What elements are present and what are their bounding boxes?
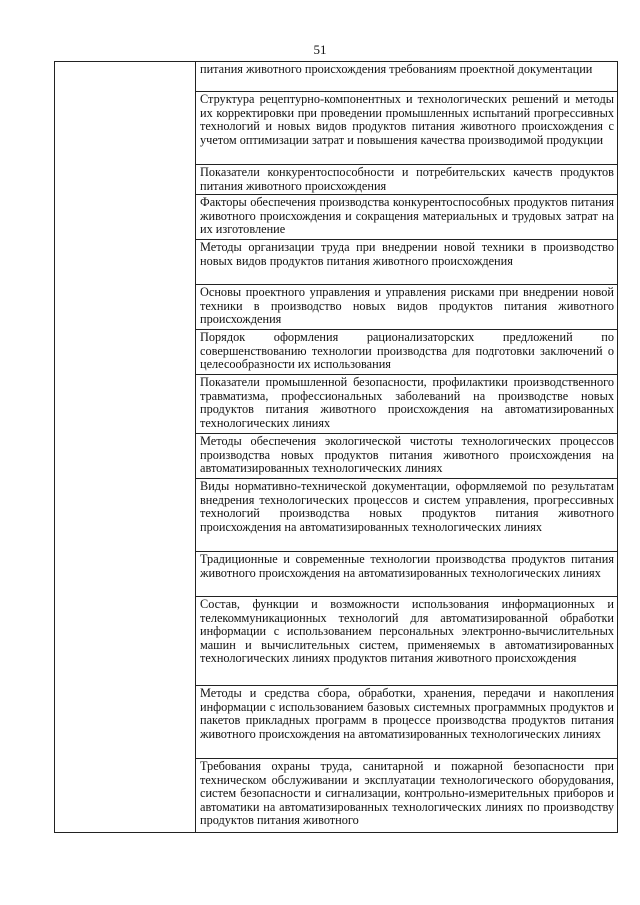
cell-text: Структура рецептурно-компонентных и технологических решений и методы их корректировки при проведении промышленных испытаний прогрессивных технологий и новых видов продуктов питания животного происхождения с учетом оптимизации затрат и повышения качества производимой продукции [200, 92, 614, 147]
table-cell [196, 195, 618, 240]
cell-text: Состав, функции и возможности использования информационных и телекоммуникационных технологий для автоматизированной обработки информации с использованием персональных электронно-вычислительных машин и вычислительных систем, применяемых в автоматизированных технологических линиях продуктов питания животного происхождения [200, 597, 614, 666]
table-cell [196, 375, 618, 434]
requirements-table [54, 61, 618, 833]
cell-text: Виды нормативно-технической документации, оформляемой по результатам внедрения технологических процессов и систем управления, прогрессивных технологий производства новых продуктов питания животного происхождения на автоматизированных технологических линиях [200, 479, 614, 534]
cell-text: Основы проектного управления и управления рисками при внедрении новой техники в производство новых видов продуктов питания животного происхождения [200, 285, 614, 327]
table-cell [196, 240, 618, 285]
cell-text: Методы обеспечения экологической чистоты технологических процессов производства новых продуктов питания животного происхождения на автоматизированных технологических линиях [200, 434, 614, 476]
cell-text: Показатели конкурентоспособности и потребительских качеств продуктов питания животного происхождения [200, 165, 614, 193]
cell-text: Порядок оформления рационализаторских предложений по совершенствованию технологии производства для подготовки заключений о целесообразности их использования [200, 330, 614, 372]
table-cell [196, 330, 618, 375]
table-cell [196, 165, 618, 195]
cell-text: Показатели промышленной безопасности, профилактики производственного травматизма, профессиональных заболеваний на производстве новых продуктов питания животного происхождения на автоматизированных технологических линиях [200, 375, 614, 430]
table-cell [196, 552, 618, 597]
table-cell [196, 686, 618, 759]
cell-text: Требования охраны труда, санитарной и пожарной безопасности при техническом обслуживании и эксплуатации технологического оборудования, систем безопасности и сигнализации, контрольно-измерительных приборов и автоматики на автоматизированных технологических линиях по производству продуктов питания животного [200, 759, 614, 828]
page-number: 51 [313, 42, 327, 57]
cell-text: питания животного происхождения требованиям проектной документации [200, 62, 593, 76]
table-row [55, 62, 618, 92]
table-cell [196, 479, 618, 552]
cell-text: Методы организации труда при внедрении новой техники в производство новых видов продуктов питания животного происхождения [200, 240, 614, 268]
table-cell [196, 92, 618, 165]
cell-text: Традиционные и современные технологии производства продуктов питания животного происхождения на автоматизированных технологических линиях [200, 552, 614, 580]
cell-text: Методы и средства сбора, обработки, хранения, передачи и накопления информации с использованием базовых системных программных продуктов и пакетов прикладных программ в процессе производства продуктов питания животного происхождения на автоматизированных технологических линиях [200, 686, 614, 741]
table-cell [196, 434, 618, 479]
table-cell [196, 62, 618, 92]
table-left-cell [55, 62, 196, 833]
cell-text: Факторы обеспечения производства конкурентоспособных продуктов питания животного происхождения и сокращения материальных и трудовых затрат на их изготовление [200, 195, 614, 237]
table-cell [196, 597, 618, 686]
table-body [55, 62, 618, 833]
table-cell [196, 759, 618, 833]
table-cell [196, 285, 618, 330]
